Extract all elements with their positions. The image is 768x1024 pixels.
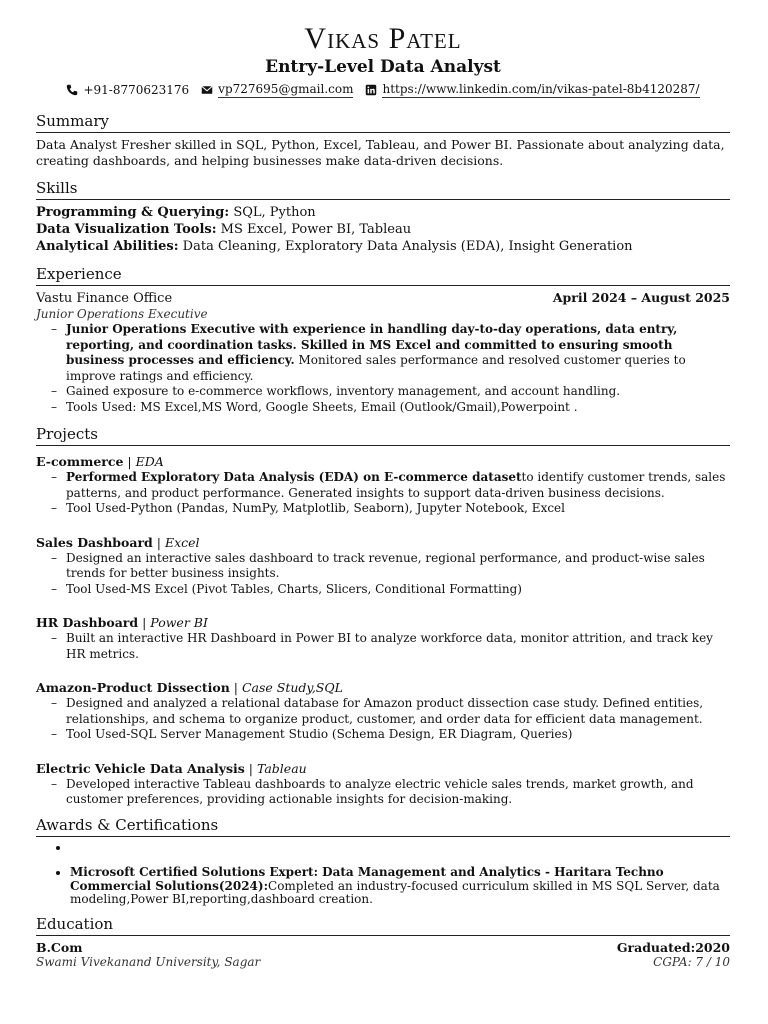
linkedin-link[interactable]: https://www.linkedin.com/in/vikas-patel-8b4120287/ [382,82,700,96]
bullet-text: Tools Used: MS Excel,MS Word, Google Sheets, Email (Outlook/Gmail),Powerpoint . [66,399,578,414]
projects-section [36,425,730,808]
bullet-text: Tool Used-SQL Server Management Studio (Schema Design, ER Diagram, Queries) [66,727,573,741]
bullet-text: Designed and analyzed a relational database for Amazon product dissection case study. Defined entities, relationships, and schema to organize product, customer, and order data for efficient data management. [66,696,704,726]
degree-name: B.Com [36,939,83,955]
list-item [66,727,730,743]
project-title [36,454,730,470]
project-name: E-commerce [36,454,124,469]
awards-heading: Awards & Certifications [36,816,730,837]
education-details [36,955,730,970]
skill-label: Data Visualization Tools: [36,222,217,237]
resume-page [36,22,730,970]
bullet-text: Built an interactive HR Dashboard in Power BI to analyze workforce data, monitor attrition, and track key HR metrics. [66,631,713,661]
award-text: Completed an industry-focused curriculum skilled in MS SQL Server, data modeling,Power BI,reporting,dashboard creation. [70,878,720,906]
project-tag: EDA [135,454,164,469]
project-bullets [36,470,730,517]
bullet-text: Monitored sales performance and resolved customer queries to improve ratings and efficiency. [66,353,686,383]
summary-text: Data Analyst Fresher skilled in SQL, Python, Excel, Tableau, and Power BI. Passionate about analyzing data, creating dashboards, and helping businesses make data-driven decisions. [36,137,725,168]
education-heading: Education [36,915,730,936]
employer-name: Vastu Finance Office [36,291,173,306]
award-bold: Microsoft Certified Solutions Expert: Data Management and Analytics - Haritara Techno Commercial Solutions(2024): [70,865,664,893]
project-name: Amazon-Product Dissection [36,680,230,695]
project-separator: | [229,680,242,695]
bullet-text: Tool Used-MS Excel (Pivot Tables, Charts, Slicers, Conditional Formatting) [66,581,522,596]
candidate-name: Vikas Patel [304,22,462,55]
project-tag: Case Study,SQL [241,680,343,695]
skill-label: Programming & Querying: [36,205,230,220]
skills-heading: Skills [36,179,730,200]
email-contact[interactable] [201,82,353,98]
bullet-text: Designed an interactive sales dashboard to track revenue, regional performance, and product-wise sales trends for better business insights. [66,550,705,580]
project-name: Sales Dashboard [36,534,153,550]
project-title [36,680,730,696]
experience-section [36,265,730,415]
job-position: Junior Operations Executive [36,307,208,321]
list-item [66,501,730,517]
bullet-bold: Junior Operations Executive with experience in handling day-to-day operations, data entry, reporting, and coordination tasks. Skilled in MS Excel and committed to ensuring smooth business processes and efficiency. [66,322,678,367]
project-tag: Tableau [256,760,307,776]
skill-value: MS Excel, Power BI, Tableau [220,222,412,237]
list-item [70,841,730,855]
skill-row [36,221,730,238]
list-item [66,400,730,416]
phone-contact[interactable] [66,83,189,97]
project-item [36,615,730,662]
bullet-text: to identify customer trends, sales patterns, and product performance. Generated insights to support data-driven business decisions. [66,470,726,500]
experience-heading: Experience [36,265,730,286]
linkedin-icon [365,84,377,96]
project-title [36,535,730,551]
skill-label: Analytical Abilities: [36,239,179,254]
list-item [66,777,730,808]
skill-value: Data Cleaning, Exploratory Data Analysis (EDA), Insight Generation [182,239,633,254]
list-item [66,470,730,501]
list-item [66,696,730,727]
awards-section [36,816,730,907]
project-item [36,761,730,808]
project-separator: | [123,454,136,469]
envelope-icon [201,84,213,96]
awards-list [36,841,730,907]
list-item [66,582,730,598]
experience-header [36,290,730,307]
bullet-text: Tool Used-Python (Pandas, NumPy, Matplotlib, Seaborn), Jupyter Notebook, Excel [66,501,565,515]
university-name: Swami Vivekanand University, Sagar [36,954,261,969]
phone-number: +91-8770623176 [83,83,190,97]
summary-section [36,112,730,169]
cgpa-value: CGPA: 7 / 10 [653,954,730,969]
linkedin-contact[interactable] [365,82,699,98]
bullet-text: Gained exposure to e-commerce workflows, inventory management, and account handling. [66,384,621,398]
project-name: Electric Vehicle Data Analysis [36,760,245,776]
project-bullets [36,696,730,743]
bullet-text: Developed interactive Tableau dashboards to analyze electric vehicle sales trends, market growth, and customer preferences, providing actionable insights for decision-making. [66,776,694,806]
project-name: HR Dashboard [36,615,139,630]
graduation-year: Graduated:2020 [616,939,730,955]
skills-section [36,179,730,255]
candidate-role: Entry-Level Data Analyst [265,57,501,77]
project-item [36,680,730,743]
list-item [66,631,730,662]
education-header [36,940,730,955]
project-title [36,761,730,777]
project-separator: | [138,615,151,630]
project-separator: | [152,534,165,550]
list-item [66,551,730,582]
project-item [36,454,730,517]
email-link[interactable]: vp727695@gmail.com [218,82,354,96]
project-bullets [36,551,730,598]
list-item [70,866,730,907]
employment-dates: April 2024 – August 2025 [552,290,730,305]
education-section [36,915,730,970]
skill-row [36,204,730,221]
contact-bar [36,82,730,98]
project-tag: Power BI [150,615,208,630]
summary-heading: Summary [36,112,730,133]
project-separator: | [244,760,257,776]
experience-bullets [36,322,730,415]
skill-value: SQL, Python [233,205,316,220]
bullet-bold: Performed Exploratory Data Analysis (EDA) on E-commerce dataset [66,470,522,484]
project-tag: Excel [164,534,200,550]
skill-row [36,238,730,255]
project-bullets [36,777,730,808]
project-bullets [36,631,730,662]
project-item [36,535,730,598]
list-item [66,384,730,400]
projects-heading: Projects [36,425,730,446]
list-item [66,322,730,384]
phone-icon [66,84,78,96]
project-title [36,615,730,631]
